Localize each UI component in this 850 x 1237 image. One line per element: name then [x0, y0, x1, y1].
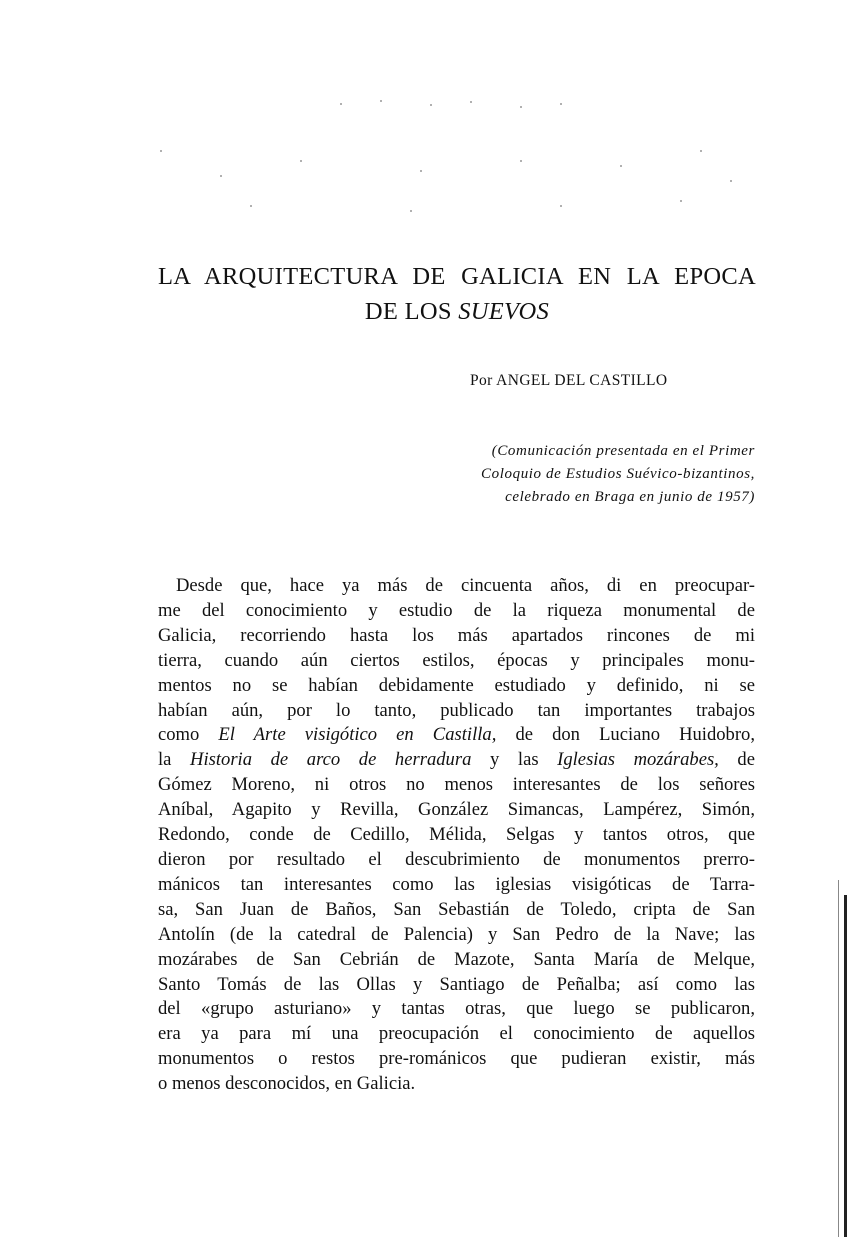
italic-title-text: Historia de arco de herradura: [190, 749, 472, 771]
body-paragraph: [158, 574, 755, 1097]
note-line: celebrado en Braga en junio de 1957): [505, 489, 755, 505]
text-line: [158, 798, 755, 823]
note-line: (Comunicación presentada en el Primer: [491, 443, 755, 459]
text-segment: sa, San Juan de Baños, San Sebastián de Toledo, cripta de San: [158, 898, 755, 920]
text-line: [158, 1047, 755, 1072]
scan-speck: [620, 165, 622, 167]
text-segment: o menos desconocidos, en Galicia.: [158, 1073, 416, 1095]
scan-speck: [520, 106, 522, 108]
text-segment: Galicia, recorriendo hasta los más apartados rincones de mi: [158, 624, 755, 646]
scan-speck: [250, 205, 252, 207]
text-segment: mozárabes de San Cebrián de Mazote, Santa María de Melque,: [158, 948, 755, 970]
text-segment: era ya para mí una preocupación el conocimiento de aquellos: [158, 1023, 755, 1045]
title-prefix: DE LOS: [364, 298, 459, 325]
text-segment: Aníbal, Agapito y Revilla, González Simancas, Lampérez, Simón,: [158, 799, 755, 821]
scan-speck: [680, 200, 682, 202]
text-segment: tierra, cuando aún ciertos estilos, épocas y principales monu-: [158, 649, 755, 671]
scan-speck: [300, 160, 302, 162]
text-line: [158, 624, 755, 649]
text-segment: de don Luciano Huidobro,: [496, 724, 755, 746]
scan-speck: [430, 104, 432, 106]
scan-speck: [470, 101, 472, 103]
page-edge-line: [838, 880, 839, 1237]
text-line: [158, 997, 755, 1022]
text-segment: monumentos o restos pre-románicos que pudieran existir, más: [158, 1048, 755, 1070]
note-line: Coloquio de Estudios Suévico-bizantinos,: [481, 466, 755, 482]
text-line: [158, 674, 755, 699]
scan-speck: [730, 180, 732, 182]
text-segment: de: [718, 749, 755, 771]
text-segment: Santo Tomás de las Ollas y Santiago de Peñalba; así como las: [158, 973, 755, 995]
text-segment: mentos no se habían debidamente estudiado y definido, ni se: [158, 674, 755, 696]
text-line: [158, 649, 755, 674]
text-segment: me del conocimiento y estudio de la riqueza monumental de: [158, 599, 755, 621]
text-segment: Antolín (de la catedral de Palencia) y San Pedro de la Nave; las: [158, 923, 755, 945]
text-line: [158, 1072, 755, 1097]
page-edge-shadow: [844, 895, 847, 1237]
text-segment: Gómez Moreno, ni otros no menos interesantes de los señores: [158, 774, 755, 796]
text-line: [158, 1022, 755, 1047]
text-line: [158, 873, 755, 898]
text-line: [158, 923, 755, 948]
article-title-line-1: LA ARQUITECTURA DE GALICIA EN LA EPOCA: [158, 263, 756, 290]
text-line: [158, 574, 755, 599]
italic-title-text: El Arte visigótico en Castilla,: [218, 724, 497, 746]
text-segment: como: [158, 724, 219, 746]
text-segment: Desde que, hace ya más de cincuenta años, di en preocupar-: [176, 575, 755, 596]
title-italic: SUEVOS: [458, 298, 550, 325]
scan-speck: [520, 160, 522, 162]
scan-speck: [380, 100, 382, 102]
scan-speck: [560, 103, 562, 105]
italic-title-text: Iglesias mozárabes,: [557, 749, 719, 771]
text-line: [158, 823, 755, 848]
scan-speck: [420, 170, 422, 172]
text-line: [158, 599, 755, 624]
article-title-line-2: [158, 294, 756, 329]
text-line: [158, 699, 755, 724]
scan-speck: [410, 210, 412, 212]
scan-speck: [160, 150, 162, 152]
scan-speck: [700, 150, 702, 152]
text-segment: del «grupo asturiano» y tantas otras, que luego se publicaron,: [158, 998, 755, 1020]
scan-speck: [560, 205, 562, 207]
text-line: [158, 948, 755, 973]
scan-speck: [340, 103, 342, 105]
text-line: [158, 748, 755, 773]
text-line: [158, 898, 755, 923]
text-segment: dieron por resultado el descubrimiento de monumentos prerro-: [158, 848, 755, 870]
text-line: [158, 848, 755, 873]
text-segment: y las: [471, 749, 558, 771]
text-segment: Redondo, conde de Cedillo, Mélida, Selgas y tantos otros, que: [158, 824, 755, 846]
text-line: [158, 973, 755, 998]
text-segment: mánicos tan interesantes como las iglesias visigóticas de Tarra-: [158, 873, 755, 895]
text-line: [158, 773, 755, 798]
text-segment: la: [158, 749, 191, 771]
text-segment: habían aún, por lo tanto, publicado tan importantes trabajos: [158, 699, 755, 721]
author-byline: Por ANGEL DEL CASTILLO: [470, 372, 668, 389]
text-line: [158, 723, 755, 748]
scan-speck: [220, 175, 222, 177]
presentation-note: [415, 440, 755, 509]
